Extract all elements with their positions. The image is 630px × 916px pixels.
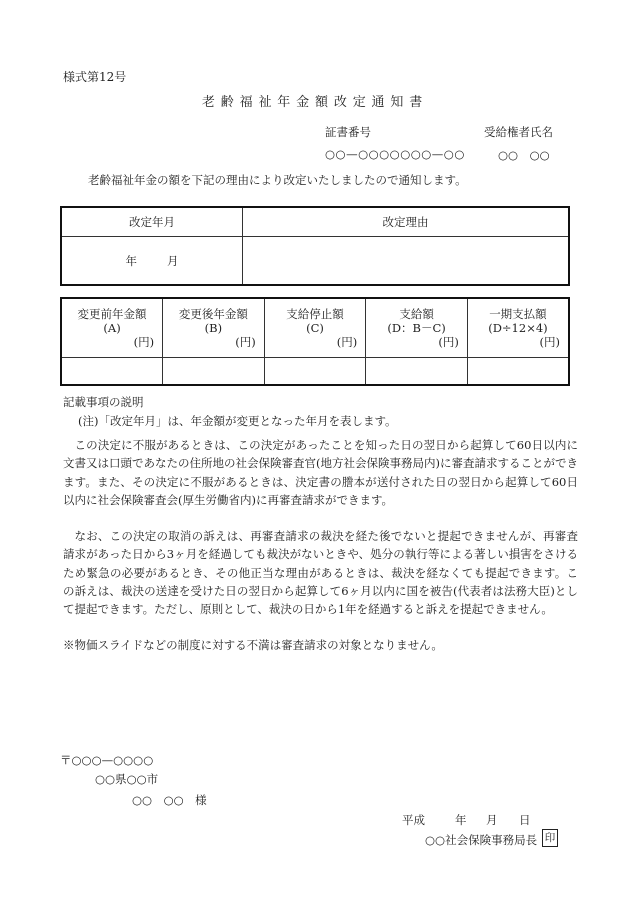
recipient-name-value: ○○ ○○ <box>498 148 550 162</box>
issuing-office: ○○社会保険事務局長 <box>425 833 538 847</box>
date-day: 日 <box>519 813 531 827</box>
date-month: 月 <box>486 813 498 827</box>
year-label: 年 <box>125 253 137 268</box>
header-formula: (C) <box>306 321 324 335</box>
header-label: 支給停止額 <box>286 307 344 321</box>
form-number: 様式第12号 <box>63 70 127 84</box>
postal-code: 〒○○○—○○○○ <box>60 753 154 767</box>
note-revision-date: (注)「改定年月」は、年金額が変更となった年月を表します。 <box>78 414 397 428</box>
header-formula: (A) <box>103 321 121 335</box>
month-label: 月 <box>167 253 179 268</box>
header-unit: (円) <box>438 335 459 349</box>
date-era: 平成 <box>402 813 425 827</box>
revision-reason-header: 改定理由 <box>243 207 570 237</box>
amount-header-before <box>61 298 163 358</box>
header-label: 変更前年金額 <box>77 307 147 321</box>
header-label: 変更後年金額 <box>178 307 248 321</box>
header-unit: (円) <box>539 335 560 349</box>
revision-table <box>60 206 570 286</box>
header-label: 一期支払額 <box>489 307 547 321</box>
amount-table <box>60 297 570 386</box>
revision-date-header: 改定年月 <box>61 207 243 237</box>
recipient-name-label: 受給権者氏名 <box>484 125 553 139</box>
amount-header-period-payment <box>467 298 569 358</box>
revision-date-cell <box>61 237 243 286</box>
amount-cell-payment <box>366 358 468 386</box>
price-slide-note: ※物価スライドなどの制度に対する不満は審査請求の対象となりません。 <box>63 638 443 652</box>
amount-header-after <box>163 298 265 358</box>
address-line: ○○県○○市 <box>95 772 159 786</box>
header-label: 支給額 <box>399 307 434 321</box>
header-formula: (D：B－C) <box>387 321 446 335</box>
document-title: 老齢福祉年金額改定通知書 <box>201 95 429 110</box>
revision-reason-cell <box>243 237 570 286</box>
header-formula: (D÷12×4) <box>488 321 548 335</box>
amount-cell-suspended <box>264 358 366 386</box>
notes-title: 記載事項の説明 <box>63 395 144 409</box>
addressee-name: ○○ ○○ 様 <box>132 793 207 807</box>
amount-cell-before <box>61 358 163 386</box>
intro-text: 老齢福祉年金の額を下記の理由により改定いたしましたので通知します。 <box>88 173 467 187</box>
seal-stamp: 印 <box>542 829 558 847</box>
header-formula: (B) <box>204 321 223 335</box>
header-unit: (円) <box>235 335 256 349</box>
certificate-number-label: 証書番号 <box>325 125 371 139</box>
header-unit: (円) <box>133 335 155 349</box>
appeal-paragraph: この決定に不服があるときは、この決定があったことを知った日の翌日から起算して60日以内に文書又は口頭であなたの住所地の社会保険審査官(地方社会保険事務局内)に審査請求することができます。また、その決定に不服があるときは、決定書の謄本が送付された日の翌日から起算して60日以内に社会保険審査会(厚生労働省内)に再審査請求ができます。 <box>63 438 578 507</box>
amount-cell-period-payment <box>467 358 569 386</box>
amount-header-payment <box>366 298 468 358</box>
date-year: 年 <box>455 813 467 827</box>
lawsuit-paragraph: なお、この決定の取消の訴えは、再審査請求の裁決を経た後でないと提起できませんが、再審査請求があった日から3ヶ月を経過しても裁決がないときや、処分の執行等による著しい損害をさけるため緊急の必要があるとき、その他正当な理由があるときは、裁決を経なくても提起できます。この訴えは、裁決の送達を受けた日の翌日から起算して6ヶ月以内に国を被告(代表者は法務大臣)として提起できます。ただし、原則として、裁決の日から1年を経過すると訴えを提起できません。 <box>63 529 578 617</box>
amount-header-suspended <box>264 298 366 358</box>
certificate-number-value: ○○—○○○○○○○—○○ <box>325 147 465 161</box>
header-unit: (円) <box>336 335 358 349</box>
amount-cell-after <box>163 358 265 386</box>
